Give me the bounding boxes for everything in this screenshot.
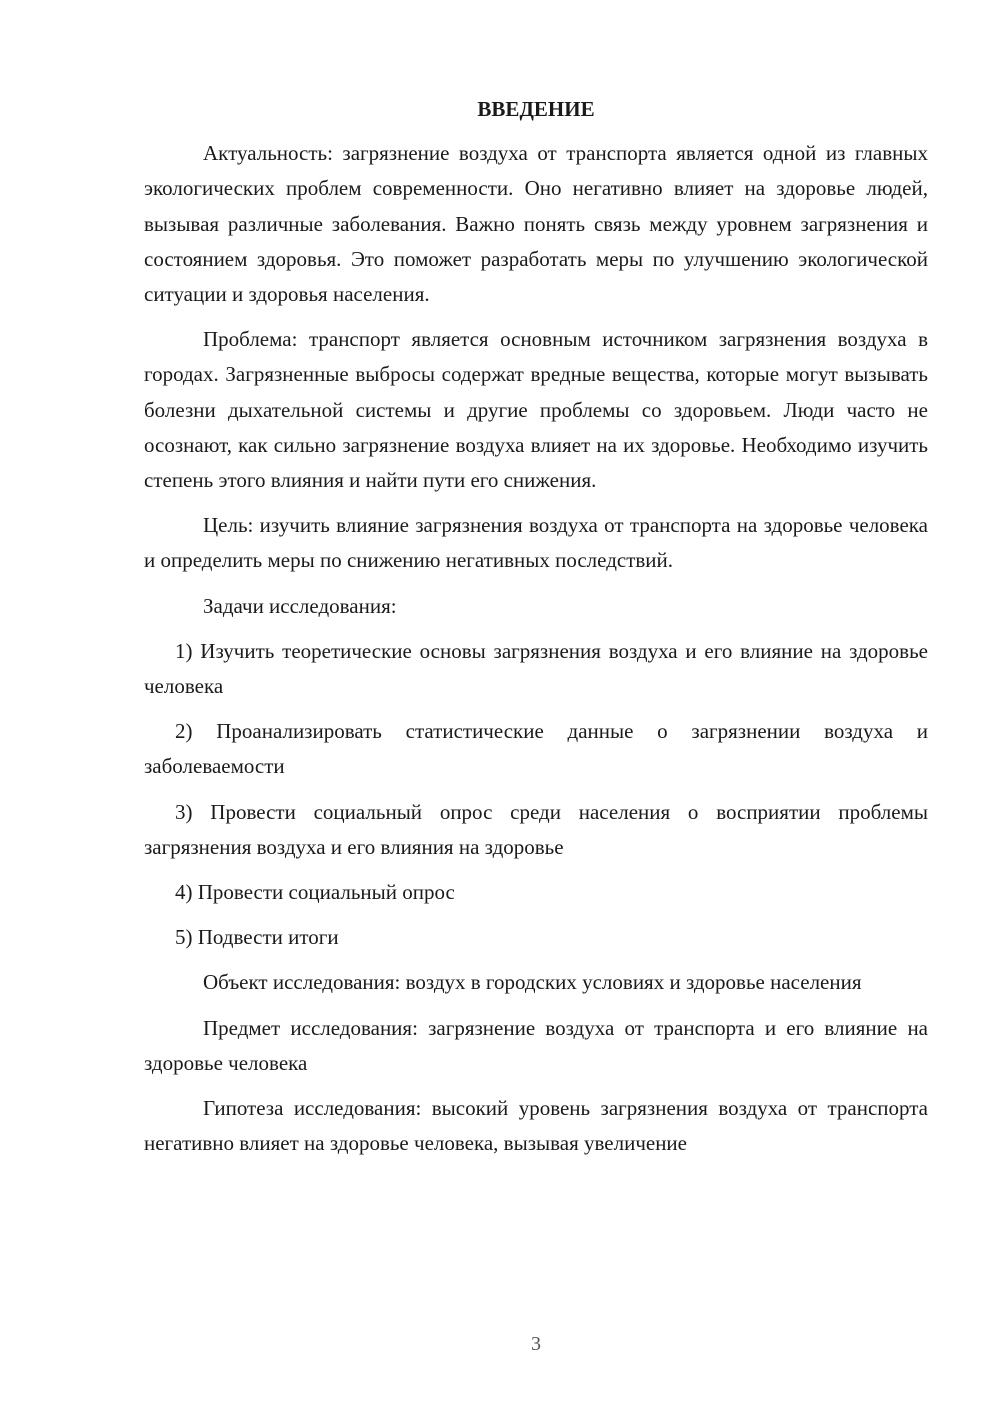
goal-paragraph: Цель: изучить влияние загрязнения воздуха от транспорта на здоровье человека и определить меры по снижению негативных последствий.: [144, 513, 928, 573]
relevance-paragraph: Актуальность: загрязнение воздуха от транспорта является одной из главных экологических проблем современности. Оно негативно влияет на здоровье людей, вызывая различные заболевания. Важно понять связь между уровнем загрязнения и состоянием здоровья. Это поможет разработать меры по улучшению экологической ситуации и здоровья населения.: [144, 141, 928, 307]
section-title: ВВЕДЕНИЕ: [477, 97, 595, 121]
problem-paragraph: Проблема: транспорт является основным источником загрязнения воздуха в городах. Загрязненные выбросы содержат вредные вещества, которые могут вызывать болезни дыхательной системы и другие проблемы со здоровьем. Люди часто не осознают, как сильно загрязнение воздуха влияет на их здоровье. Необходимо изучить степень этого влияния и найти пути его снижения.: [144, 327, 928, 493]
subject-paragraph: Предмет исследования: загрязнение воздуха от транспорта и его влияние на здоровье человека: [144, 1015, 928, 1075]
task-item-1: 1) Изучить теоретические основы загрязнения воздуха и его влияние на здоровье человека: [144, 638, 928, 699]
task-item-3: 3) Провести социальный опрос среди населения о восприятии проблемы загрязнения воздуха и его влияния на здоровье: [144, 799, 928, 859]
hypothesis-paragraph: Гипотеза исследования: высокий уровень загрязнения воздуха от транспорта негативно влияет на здоровье человека, вызывая увеличение: [144, 1096, 928, 1156]
task-item-5: 5) Подвести итоги: [175, 925, 339, 950]
object-paragraph: Объект исследования: воздух в городских условиях и здоровье населения: [203, 970, 862, 995]
task-item-2: 2) Проанализировать статистические данные о загрязнении воздуха и заболеваемости: [144, 719, 928, 779]
task-item-4: 4) Провести социальный опрос: [175, 880, 455, 905]
tasks-heading: Задачи исследования:: [203, 593, 397, 618]
page-content: [144, 92, 928, 1171]
page-number: 3: [531, 1333, 541, 1355]
